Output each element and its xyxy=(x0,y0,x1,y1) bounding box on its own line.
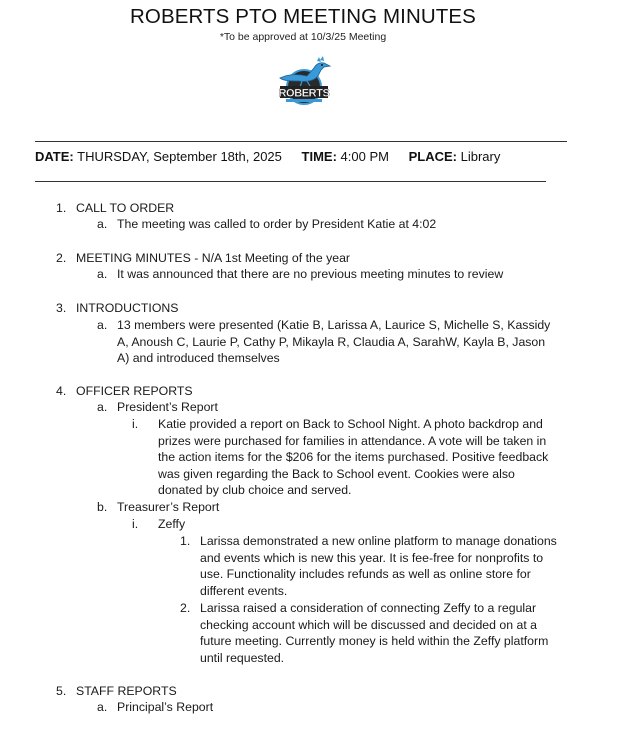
nested-marker: 2. xyxy=(180,601,191,615)
text-line: was given regarding the Back to School event. Cookies were also xyxy=(158,466,515,481)
subitem-marker: i. xyxy=(132,417,139,431)
section-number: 3. xyxy=(56,301,67,315)
meeting-info xyxy=(35,149,500,164)
text-line: checking account which will be discussed and decided on at a xyxy=(200,617,538,632)
item-marker: a. xyxy=(97,217,108,231)
date-label: DATE: xyxy=(35,149,74,164)
item-text: It was announced that there are no previous meeting minutes to review xyxy=(117,267,504,281)
text-line: prizes were purchased for families in attendance. A vote will be taken in xyxy=(158,433,547,448)
text-line: and events which is new this year. It is fee-free for nonprofits to xyxy=(200,550,544,565)
section-title: CALL TO ORDER xyxy=(76,201,175,215)
text-line: Katie provided a report on Back to School Night. A photo backdrop and xyxy=(158,417,543,431)
principals-report-heading: Principal’s Report xyxy=(117,700,214,714)
text-line: donated by club choice and served. xyxy=(158,483,352,498)
presidents-report-text xyxy=(158,416,548,499)
top-divider xyxy=(35,141,567,142)
section-title: MEETING MINUTES - N/A 1st Meeting of the year xyxy=(76,251,351,265)
section-title: STAFF REPORTS xyxy=(76,684,177,698)
item-marker: a. xyxy=(97,700,108,714)
time-label: TIME: xyxy=(301,149,337,164)
zeffy-heading: Zeffy xyxy=(158,517,186,531)
section-number: 2. xyxy=(56,251,67,265)
time-value: 4:00 PM xyxy=(340,149,389,164)
item-text: The meeting was called to order by President Katie at 4:02 xyxy=(117,217,437,231)
text-line: A, Anoush C, Laurie P, Cathy P, Mikayla R, Claudia A, SarahW, Kayla B, Jason xyxy=(117,334,546,349)
text-line: 13 members were presented (Katie B, Larissa A, Laurice S, Michelle S, Kassidy xyxy=(117,318,551,332)
section-title: OFFICER REPORTS xyxy=(76,384,193,398)
subitem-marker: i. xyxy=(132,517,139,531)
text-line: use. Functionality includes refunds as well as online store for xyxy=(200,567,531,582)
text-line: future meeting. Currently money is held within the Zeffy platform xyxy=(200,634,549,649)
text-line: different events. xyxy=(200,583,288,598)
text-line: the action items for the $206 for the items purchased. Positive feedback xyxy=(158,450,549,465)
text-line: Larissa raised a consideration of connecting Zeffy to a regular xyxy=(200,601,537,615)
item-text xyxy=(117,317,550,367)
nested-marker: 1. xyxy=(180,534,191,548)
place-label: PLACE: xyxy=(408,149,457,164)
section-number: 1. xyxy=(56,201,67,215)
item-marker: b. xyxy=(97,500,108,514)
logo-text: ROBERTS xyxy=(278,87,330,100)
section-number: 5. xyxy=(56,684,67,698)
section-title: INTRODUCTIONS xyxy=(76,301,179,315)
roadrunner-mascot-icon xyxy=(274,54,334,108)
place-value: Library xyxy=(460,149,501,164)
roberts-roadrunner-logo xyxy=(274,54,334,108)
date-value: THURSDAY, September 18th, 2025 xyxy=(77,149,282,164)
document-title: ROBERTS PTO MEETING MINUTES xyxy=(130,5,476,28)
text-line: Larissa demonstrated a new online platform to manage donations xyxy=(200,534,557,548)
item-marker: a. xyxy=(97,267,108,281)
presidents-report-heading: President’s Report xyxy=(117,400,218,414)
text-line: A) and introduced themselves xyxy=(117,351,280,366)
zeffy-checking-text xyxy=(200,600,548,666)
item-marker: a. xyxy=(97,400,108,414)
item-marker: a. xyxy=(97,318,108,332)
approval-note: *To be approved at 10/3/25 Meeting xyxy=(219,31,387,43)
treasurers-report-heading: Treasurer’s Report xyxy=(117,500,220,514)
zeffy-demo-text xyxy=(200,533,557,599)
text-line: until requested. xyxy=(200,650,285,665)
bottom-divider xyxy=(35,181,546,182)
section-number: 4. xyxy=(56,384,67,398)
